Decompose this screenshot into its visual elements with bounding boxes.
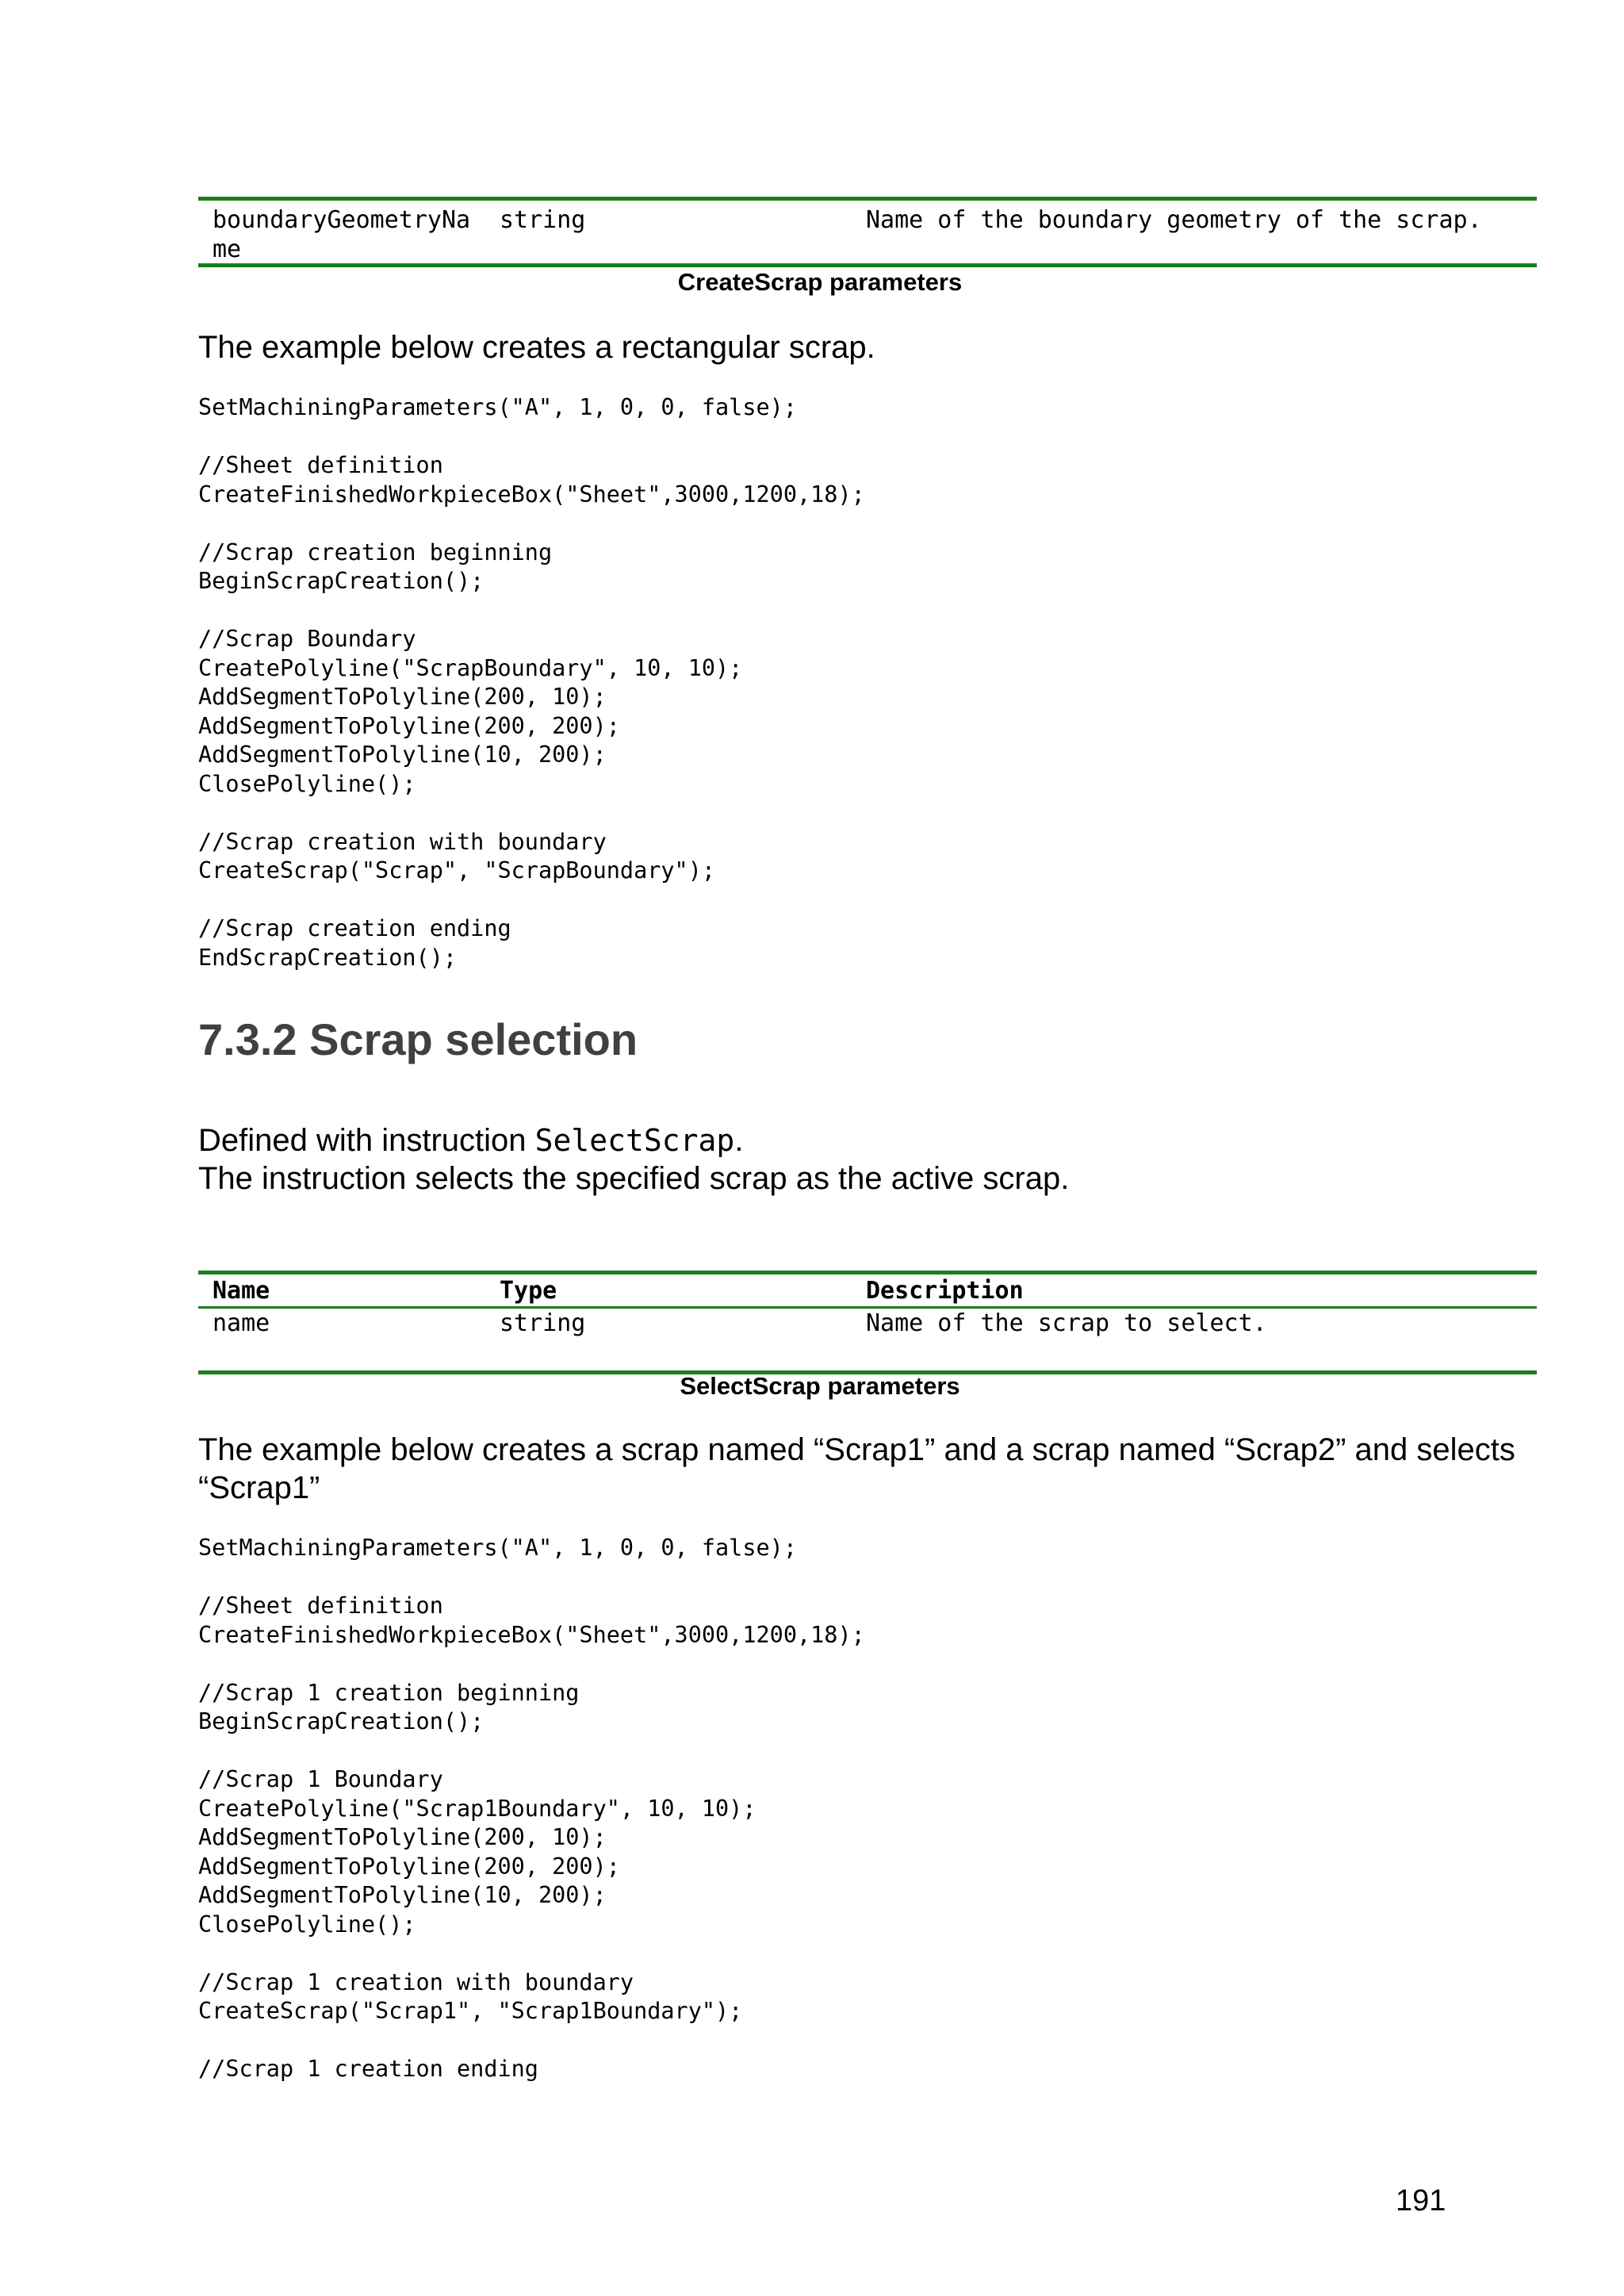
code-line: AddSegmentToPolyline(10, 200); xyxy=(198,742,607,768)
code-line xyxy=(198,509,865,539)
table-row xyxy=(198,201,1537,263)
definition-suffix: . xyxy=(734,1123,744,1158)
example-intro-text: The example below creates a rectangular scrap. xyxy=(198,330,875,365)
code-line: BeginScrapCreation(); xyxy=(198,568,485,594)
param-description-cell: Name of the boundary geometry of the scrap. xyxy=(866,206,1482,234)
code-line: AddSegmentToPolyline(200, 10); xyxy=(198,1824,607,1850)
code-example-2 xyxy=(198,1534,865,2084)
page-number: 191 xyxy=(1396,2184,1446,2217)
code-line: //Scrap creation with boundary xyxy=(198,828,607,855)
code-line: AddSegmentToPolyline(10, 200); xyxy=(198,1882,607,1908)
definition-text xyxy=(198,1121,1537,1198)
code-line xyxy=(198,423,865,452)
instruction-name: SelectScrap xyxy=(534,1123,735,1158)
table-caption: CreateScrap parameters xyxy=(677,268,963,296)
code-line: CreatePolyline("Scrap1Boundary", 10, 10); xyxy=(198,1795,756,1822)
code-line: EndScrapCreation(); xyxy=(198,944,458,971)
code-line: BeginScrapCreation(); xyxy=(198,1708,485,1734)
code-line: CreatePolyline("ScrapBoundary", 10, 10); xyxy=(198,654,743,681)
code-line: ClosePolyline(); xyxy=(198,770,416,797)
code-line: //Sheet definition xyxy=(198,1593,443,1619)
code-line xyxy=(198,1650,865,1679)
code-line: AddSegmentToPolyline(200, 200); xyxy=(198,712,620,739)
selectscrap-parameters-table xyxy=(198,1271,1537,1374)
param-description-cell: Name of the scrap to select. xyxy=(866,1309,1267,1337)
code-line: SetMachiningParameters("A", 1, 0, 0, false); xyxy=(198,394,797,420)
code-line: //Scrap Boundary xyxy=(198,626,416,652)
code-line: AddSegmentToPolyline(200, 200); xyxy=(198,1853,620,1880)
table-caption: SelectScrap parameters xyxy=(680,1372,960,1400)
table-header-row xyxy=(198,1274,1537,1306)
code-line: //Scrap creation ending xyxy=(198,915,511,941)
param-type-cell: string xyxy=(500,206,586,234)
code-line: //Scrap 1 creation ending xyxy=(198,2056,538,2082)
section-heading: 7.3.2 Scrap selection xyxy=(198,1014,638,1064)
table-row xyxy=(198,1309,1537,1370)
code-line xyxy=(198,799,865,828)
code-line: CreateScrap("Scrap1", "Scrap1Boundary"); xyxy=(198,1998,743,2024)
code-line: CreateFinishedWorkpieceBox("Sheet",3000,1200,18); xyxy=(198,481,865,508)
code-example-1 xyxy=(198,393,865,972)
code-line: //Sheet definition xyxy=(198,452,443,478)
code-line: //Scrap 1 creation beginning xyxy=(198,1679,580,1706)
header-description: Description xyxy=(866,1277,1024,1305)
definition-line-1 xyxy=(198,1121,1537,1159)
example-intro-text: The example below creates a scrap named “Scrap1” and a scrap named “Scrap2” and selects “Scrap1” xyxy=(198,1432,1515,1505)
code-line xyxy=(198,886,865,915)
code-line xyxy=(198,1737,865,1766)
param-name-cell: boundaryGeometryName xyxy=(213,206,471,263)
code-line: CreateScrap("Scrap", "ScrapBoundary"); xyxy=(198,857,716,884)
header-name: Name xyxy=(213,1277,270,1305)
header-type: Type xyxy=(500,1277,557,1305)
code-line xyxy=(198,1563,865,1593)
createscrap-parameters-table xyxy=(198,197,1537,267)
param-type-cell: string xyxy=(500,1309,586,1337)
code-line: CreateFinishedWorkpieceBox("Sheet",3000,1200,18); xyxy=(198,1621,865,1648)
code-line: //Scrap 1 Boundary xyxy=(198,1766,443,1792)
definition-prefix: Defined with instruction xyxy=(198,1123,535,1158)
code-line: //Scrap creation beginning xyxy=(198,539,553,565)
code-line xyxy=(198,1939,865,1968)
param-name-cell: name xyxy=(213,1309,270,1337)
code-line: AddSegmentToPolyline(200, 10); xyxy=(198,684,607,710)
code-line xyxy=(198,596,865,626)
code-line: ClosePolyline(); xyxy=(198,1911,416,1938)
code-line: SetMachiningParameters("A", 1, 0, 0, false); xyxy=(198,1535,797,1561)
code-line xyxy=(198,2026,865,2056)
code-line: //Scrap 1 creation with boundary xyxy=(198,1968,634,1995)
definition-line-2: The instruction selects the specified scrap as the active scrap. xyxy=(198,1161,1070,1196)
